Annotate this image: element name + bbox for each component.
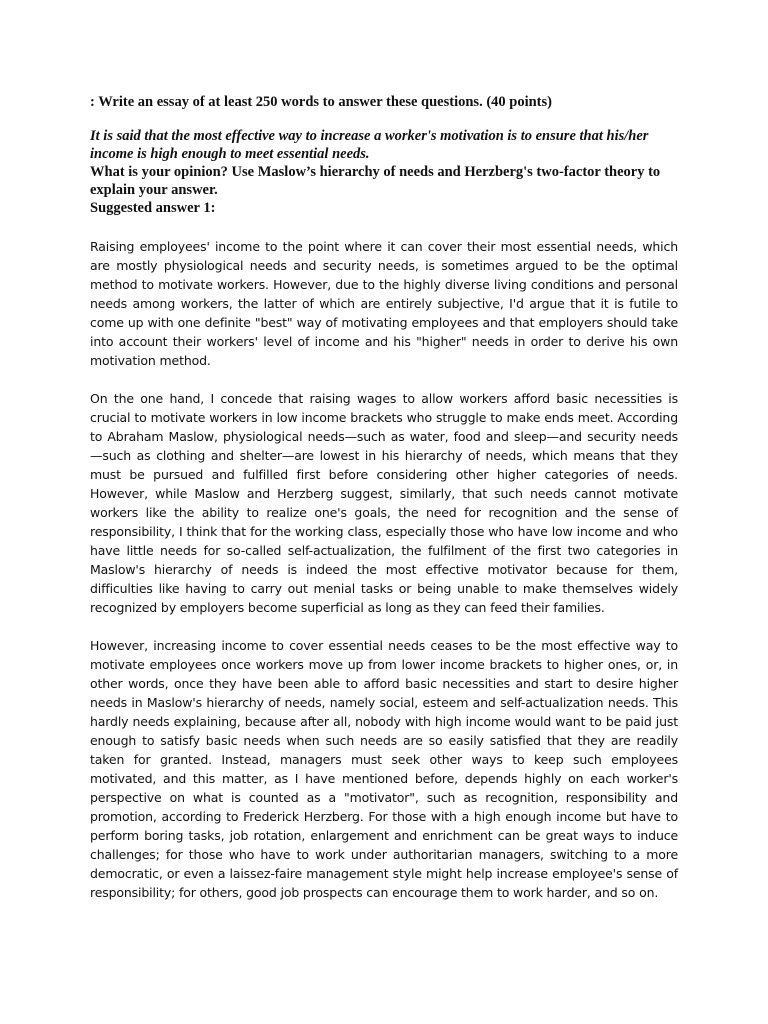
assignment-title: : Write an essay of at least 250 words to answer these questions. (40 points) [90, 94, 552, 110]
essay-question: What is your opinion? Use Maslow’s hierarchy of needs and Herzberg's two-factor theory to explain your answer. [90, 164, 661, 198]
essay-paragraph-body-1: On the one hand, I concede that raising wages to allow workers afford basic necessities is crucial to motivate workers in low income brackets who struggle to make ends meet. According to Abraham Maslow, physiological needs—such as water, food and sleep—and security needs —such as clothing and shelter—are lowest in his hierarchy of needs, which means that they must be pursued and fulfilled first before considering other higher categories of needs. However, while Maslow and Herzberg suggest, similarly, that such needs cannot motivate workers like the ability to realize one's goals, the need for recognition and the sense of responsibility, I think that for the working class, especially those who have low income and who have little needs for so-called self-actualization, the fulfilment of the first two categories in Maslow's hierarchy of needs is indeed the most effective motivator because for them, difficulties like having to carry out menial tasks or being unable to make themselves widely recognized by employers become superficial as long as they can feed their families. [90, 391, 678, 615]
essay-paragraph-body-2: However, increasing income to cover essential needs ceases to be the most effective way to motivate employees once workers move up from lower income brackets to higher ones, or, in other words, once they have been able to afford basic necessities and start to desire higher needs in Maslow's hierarchy of needs, namely social, esteem and self-actualization needs. This hardly needs explaining, because after all, nobody with high income would want to be paid just enough to satisfy basic needs when such needs are so easily satisfied that they are readily taken for granted. Instead, managers must seek other ways to keep such employees motivated, and this matter, as I have mentioned before, depends highly on each worker's perspective on what is counted as a "motivator", such as recognition, responsibility and promotion, according to Frederick Herzberg. For those with a high enough income but have to perform boring tasks, job rotation, enlargement and enrichment can be great ways to induce challenges; for those who have to work under authoritarian managers, switching to a more democratic, or even a laissez-faire management style might help increase employee's sense of responsibility; for others, good job prospects can encourage them to work harder, and so on. [90, 638, 678, 900]
essay-paragraph-intro: Raising employees' income to the point where it can cover their most essential needs, which are mostly physiological needs and security needs, is sometimes argued to be the optimal method to motivate workers. However, due to the highly diverse living conditions and personal needs among workers, the latter of which are entirely subjective, I'd argue that it is futile to come up with one definite "best" way of motivating employees and that employers should take into account their workers' level of income and his "higher" needs in order to derive his own motivation method. [90, 239, 678, 368]
essay-statement: It is said that the most effective way to increase a worker's motivation is to ensure that his/her income is high enough to meet essential needs. [90, 128, 649, 162]
answer-label: Suggested answer 1: [90, 200, 216, 216]
document-page [90, 93, 678, 921]
